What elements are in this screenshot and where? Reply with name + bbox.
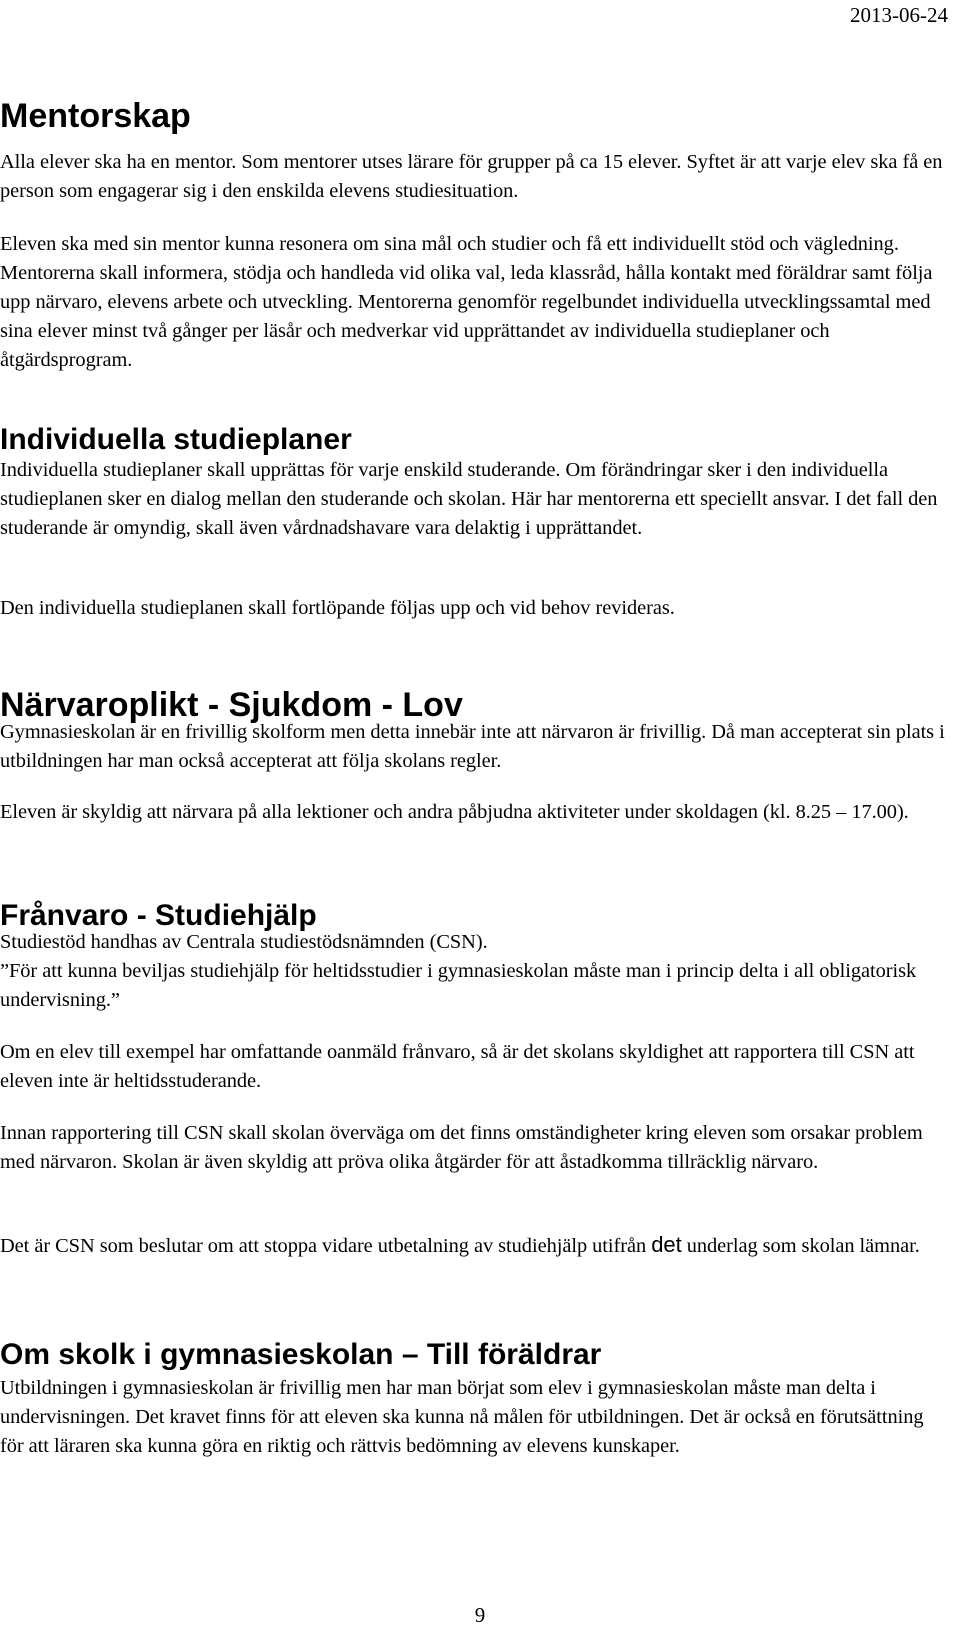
- paragraph-franvaro-4-start: Det är CSN som beslutar om att stoppa vidare utbetalning av studiehjälp utifrån: [0, 1235, 652, 1257]
- paragraph-studieplaner-1: Individuella studieplaner skall upprättas för varje enskild studerande. Om förändringar sker i den individuella studieplanen sker en dialog mellan den studerande och skolan. Här har mentorerna ett speciellt ansvar. I det fall den studerande är omyndig, skall även vårdnadshavare vara delaktig i upprättandet.: [0, 459, 938, 539]
- page-number: 9: [474, 1603, 486, 1627]
- paragraph-mentorskap-1: Alla elever ska ha en mentor. Som mentorer utses lärare för grupper på ca 15 elever. Syftet är att varje elev ska få en person som engagerar sig i den enskilda elevens studiesituation.: [0, 151, 943, 202]
- heading-mentorskap: Mentorskap: [0, 97, 191, 135]
- paragraph-franvaro-4-end: underlag som skolan lämnar.: [681, 1235, 920, 1257]
- paragraph-franvaro-3: Innan rapportering till CSN skall skolan överväga om det finns omständigheter kring eleven som orsakar problem med närvaron. Skolan är även skyldig att pröva olika åtgärder för att åstadkomma tillräcklig närvaro.: [0, 1122, 923, 1173]
- paragraph-studieplaner-2: Den individuella studieplanen skall fortlöpande följas upp och vid behov revideras.: [0, 597, 675, 619]
- heading-studieplaner: Individuella studieplaner: [0, 423, 352, 456]
- paragraph-narvaroplikt-2: Eleven är skyldig att närvara på alla lektioner och andra påbjudna aktiviteter under skoldagen (kl. 8.25 – 17.00).: [0, 801, 909, 823]
- paragraph-franvaro-4-word: det: [651, 1232, 682, 1257]
- paragraph-franvaro-2: Om en elev till exempel har omfattande oanmäld frånvaro, så är det skolans skyldighet att rapportera till CSN att eleven inte är heltidsstuderande.: [0, 1041, 915, 1092]
- heading-narvaroplikt: Närvaroplikt - Sjukdom - Lov: [0, 686, 463, 724]
- paragraph-mentorskap-2: Eleven ska med sin mentor kunna resonera om sina mål och studier och få ett individuellt stöd och vägledning. Mentorerna skall informera, stödja och handleda vid olika val, leda klassråd, hålla kontakt med föräldrar samt följa upp närvaro, elevens arbete och utveckling. Mentorerna genomför regelbundet individuella utvecklingssamtal med sina elever minst två gånger per läsår och medverkar vid upprättandet av individuella studieplaner och åtgärdsprogram.: [0, 233, 933, 371]
- paragraph-narvaroplikt-1: Gymnasieskolan är en frivillig skolform men detta innebär inte att närvaron är frivillig. Då man accepterat sin plats i utbildningen har man också accepterat att följa skolans regler.: [0, 721, 945, 772]
- paragraph-franvaro-1-line-1: Studiestöd handhas av Centrala studiestödsnämnden (CSN).: [0, 931, 488, 953]
- paragraph-franvaro-1: [0, 928, 950, 1015]
- paragraph-franvaro-4: [0, 1230, 950, 1261]
- paragraph-franvaro-1-quote: ”För att kunna beviljas studiehjälp för heltidsstudier i gymnasieskolan måste man i princip delta i all obligatorisk undervisning.”: [0, 960, 917, 1011]
- paragraph-skolk-1: Utbildningen i gymnasieskolan är frivillig men har man börjat som elev i gymnasieskolan måste man delta i undervisningen. Det kravet finns för att eleven ska kunna nå målen för utbildningen. Det är också en förutsättning för att läraren ska kunna göra en riktig och rättvis bedömning av elevens kunskaper.: [0, 1377, 924, 1457]
- heading-skolk: Om skolk i gymnasieskolan – Till föräldrar: [0, 1338, 602, 1371]
- heading-franvaro: Frånvaro - Studiehjälp: [0, 899, 317, 932]
- header-date: 2013-06-24: [850, 3, 948, 27]
